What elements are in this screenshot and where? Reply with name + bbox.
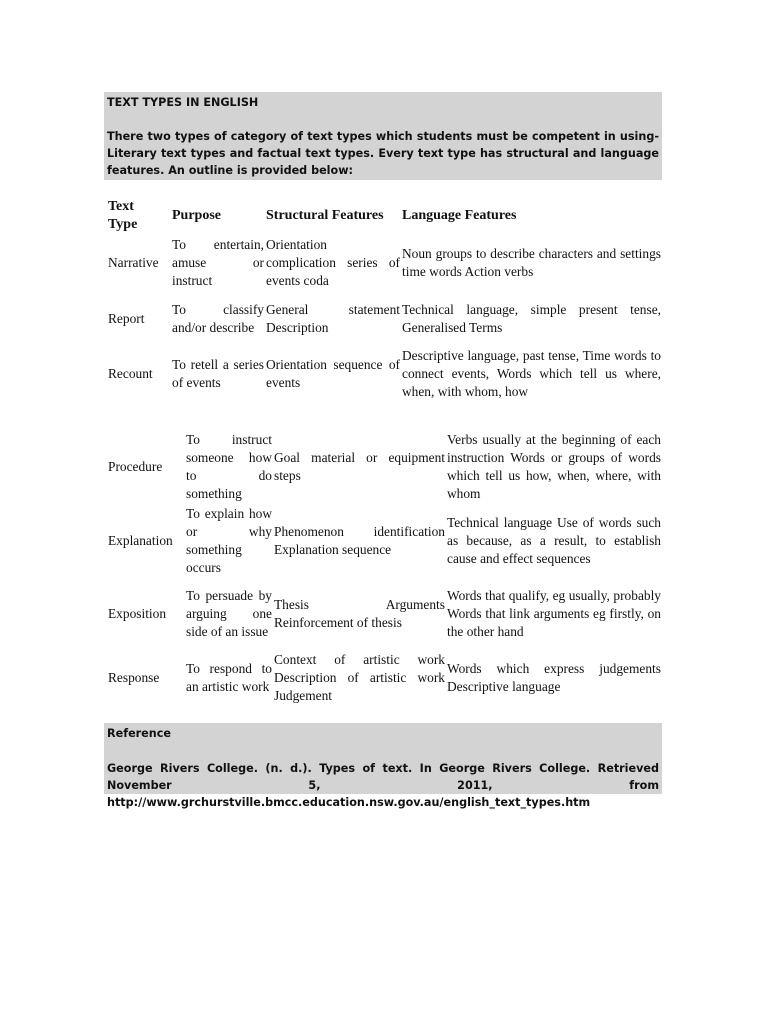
table-row-narrative-language: Noun groups to describe characters and settings time words Action verbs: [402, 246, 661, 279]
column-header-text-type: Text Type: [108, 199, 138, 232]
table-row-narrative-type: Narrative: [108, 255, 159, 270]
table-row-explanation-structural: Phenomenon identification Explanation sequence: [274, 524, 445, 557]
table-row-report-language: Technical language, simple present tense, Generalised Terms: [402, 302, 661, 335]
intro-paragraph: There two types of category of text types which students must be competent in using-Literary text types and factual text types. Every text type has structural and language features. An outline is provided below:: [107, 130, 659, 177]
table-row-response-structural: Context of artistic work Description of artistic work Judgement: [274, 652, 445, 703]
table-row-response-purpose: To respond to an artistic work: [186, 661, 272, 694]
table-row-exposition-purpose: To persuade by arguing one side of an issue: [186, 588, 272, 639]
table-row-exposition-structural: Thesis Arguments Reinforcement of thesis: [274, 597, 445, 630]
table-row-report-type: Report: [108, 311, 145, 326]
table-row-narrative-structural: Orientation complication series of events coda: [266, 237, 400, 288]
heading-box: [104, 92, 662, 180]
document-title: TEXT TYPES IN ENGLISH: [107, 96, 259, 109]
table-row-recount-type: Recount: [108, 366, 153, 381]
table-row-report-structural: General statement Description: [266, 302, 400, 335]
table-row-procedure-language: Verbs usually at the beginning of each instruction Words or groups of words which tell us how, when, where, with whom: [447, 432, 661, 501]
table-row-narrative-purpose: To entertain, amuse or instruct: [172, 237, 264, 288]
table-row-procedure-structural: Goal material or equipment steps: [274, 450, 445, 483]
reference-citation: George Rivers College. (n. d.). Types of text. In George Rivers College. Retrieved November 5, 2011, from http://www.grchurstville.bmcc.education.nsw.gov.au/english_text_types.htm: [107, 762, 659, 809]
table-row-response-type: Response: [108, 670, 160, 685]
table-row-explanation-purpose: To explain how or why something occurs: [186, 506, 272, 575]
column-header-language-features: Language Features: [402, 208, 517, 223]
table-row-recount-language: Descriptive language, past tense, Time words to connect events, Words which tell us where, when, with whom, how: [402, 348, 661, 399]
table-row-exposition-language: Words that qualify, eg usually, probably Words that link arguments eg firstly, on the other hand: [447, 588, 661, 639]
table-row-recount-purpose: To retell a series of events: [172, 357, 264, 390]
table-row-explanation-language: Technical language Use of words such as because, as a result, to establish cause and effect sequences: [447, 515, 661, 566]
column-header-purpose: Purpose: [172, 208, 221, 223]
column-header-structural-features: Structural Features: [266, 208, 384, 223]
table-row-report-purpose: To classify and/or describe: [172, 302, 264, 335]
table-row-procedure-type: Procedure: [108, 459, 163, 474]
reference-heading: Reference: [107, 727, 171, 740]
reference-box: [104, 723, 662, 809]
table-row-response-language: Words which express judgements Descriptive language: [447, 661, 661, 694]
table-row-recount-structural: Orientation sequence of events: [266, 357, 400, 390]
table-row-explanation-type: Explanation: [108, 533, 173, 548]
table-row-procedure-purpose: To instruct someone how to do something: [186, 432, 272, 501]
table-row-exposition-type: Exposition: [108, 606, 167, 621]
